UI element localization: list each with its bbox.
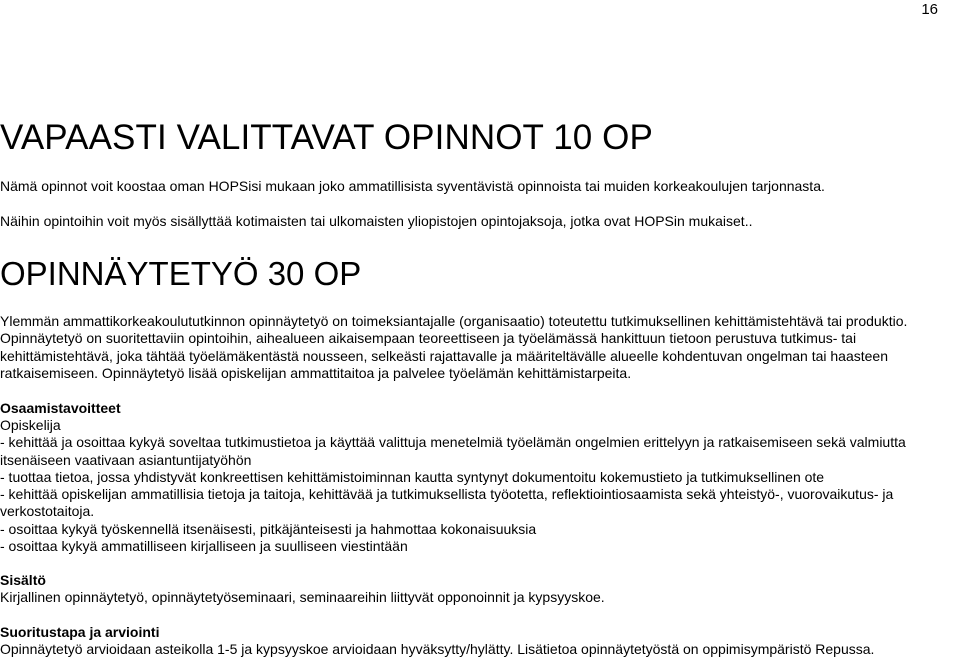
content-text: Kirjallinen opinnäytetyö, opinnäytetyöseminaari, seminaareihin liittyvät opponoinnit ja kypsyyskoe. (0, 589, 605, 605)
heading-thesis: OPINNÄYTETYÖ 30 OP (0, 255, 362, 292)
outcomes-subject: Opiskelija (0, 417, 61, 433)
content-title: Sisältö (0, 572, 46, 588)
page-number: 16 (921, 1, 938, 18)
intro-paragraph-1: Nämä opinnot voit koostaa oman HOPSisi mukaan joko ammatillisista syventävistä opinnoista tai muiden korkeakoulujen tarjonnasta. (0, 178, 825, 194)
heading-elective-studies: VAPAASTI VALITTAVAT OPINNOT 10 OP (0, 118, 653, 157)
assessment-text: Opinnäytetyö arvioidaan asteikolla 1-5 ja kypsyyskoe arvioidaan hyväksytty/hylätty. Lisätietoa opinnäytetyöstä on oppimisympäristö Repussa. (0, 641, 875, 657)
outcome-item: - tuottaa tietoa, jossa yhdistyvät konkreettisen kehittämistoiminnan kautta syntynyt dokumentoitu kokemustieto ja tutkimuksellinen ote (0, 468, 825, 485)
thesis-description: Ylemmän ammattikorkeakoulututkinnon opinnäytetyö on toimeksiantajalle (organisaatio) toteutettu tutkimuksellinen kehittämistehtävä tai produktio. Opinnäytetyö on suoritettaviin opintoihin, aihealueen aikaisempaan teoreettiseen ja työelämässä hankittuun tietoon perustuva tutkimus- tai kehittämistehtävä, joka tähtää työelämäkentästä nousseen, selkeästi rajattavalle ja määriteltävälle alueelle kohdentuvan ongelman tai haasteen ratkaisemiseen. Opinnäytetyö lisää opiskelijan ammattitaitoa ja palvelee työelämän kehittämistarpeita. (0, 313, 908, 381)
outcome-item: - kehittää ja osoittaa kykyä soveltaa tutkimustietoa ja käyttää valittuja menetelmiä työelämän ongelmien erittelyyn ja ratkaisemiseen sekä valmiutta itsenäiseen vaativaan asiantuntijatyöhön (0, 434, 906, 468)
intro-paragraph-2: Näihin opintoihin voit myös sisällyttää kotimaisten tai ulkomaisten yliopistojen opintojaksoja, jotka ovat HOPSin mukaiset.. (0, 213, 753, 229)
outcome-item: - osoittaa kykyä ammatilliseen kirjalliseen ja suulliseen viestintään (0, 538, 408, 555)
assessment-title: Suoritustapa ja arviointi (0, 624, 160, 640)
outcomes-list (0, 417, 956, 555)
outcomes-title: Osaamistavoitteet (0, 400, 121, 416)
outcome-item: - kehittää opiskelijan ammatillisia tietoja ja taitoja, kehittävää ja tutkimuksellista työotetta, reflektiointiosaamista sekä yhteistyö-, vuorovaikutus- ja verkostotaitoja. (0, 486, 894, 520)
outcome-item: - osoittaa kykyä työskennellä itsenäisesti, pitkäjänteisesti ja hahmottaa kokonaisuuksia (0, 520, 537, 537)
